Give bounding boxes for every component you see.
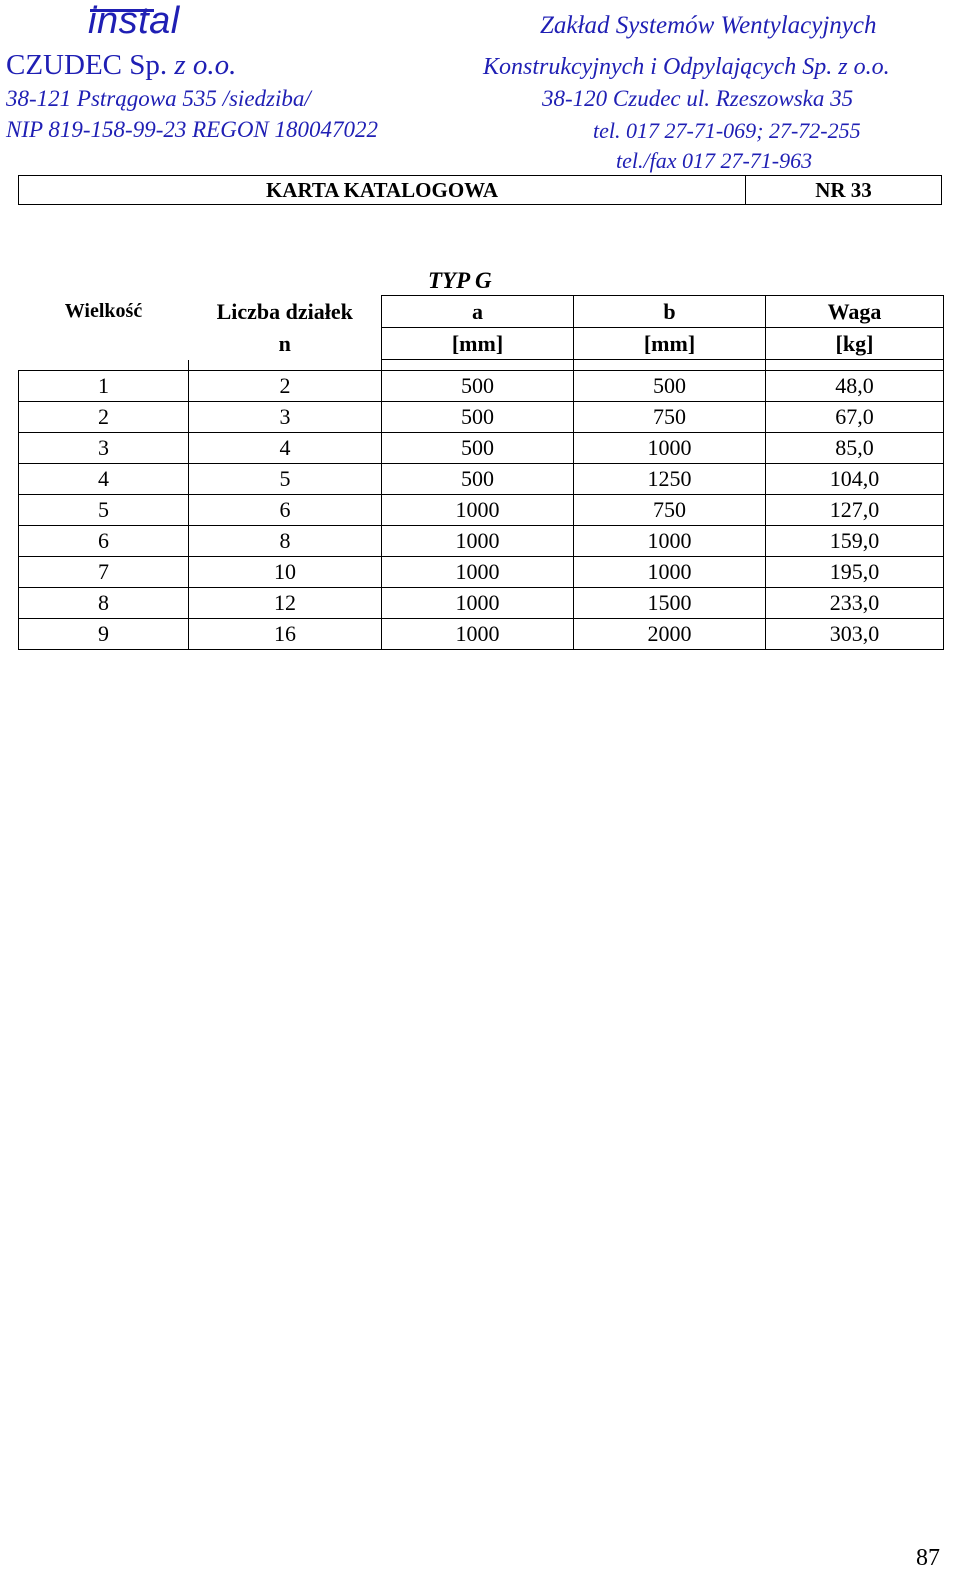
cell-b: 750 (574, 495, 766, 526)
cell-size: 3 (19, 433, 189, 464)
header-divisions: Liczba działek (189, 296, 382, 328)
catalog-bar (18, 175, 942, 205)
cell-divisions: 5 (189, 464, 382, 495)
cell-weight: 67,0 (766, 402, 944, 433)
header-gap (19, 360, 944, 371)
cell-b: 750 (574, 402, 766, 433)
cell-a: 1000 (382, 495, 574, 526)
spec-table (18, 295, 944, 650)
cell-b: 1000 (574, 433, 766, 464)
cell-a: 500 (382, 464, 574, 495)
cell-divisions: 12 (189, 588, 382, 619)
cell-a: 500 (382, 371, 574, 402)
company-name-suffix: z o.o. (174, 49, 237, 81)
cell-size: 6 (19, 526, 189, 557)
cell-size: 4 (19, 464, 189, 495)
cell-a: 500 (382, 402, 574, 433)
cell-a: 1000 (382, 526, 574, 557)
table-row (19, 464, 944, 495)
header-row-2 (19, 328, 944, 360)
cell-b: 1250 (574, 464, 766, 495)
table-row (19, 495, 944, 526)
catalog-number: NR 33 (815, 178, 872, 202)
cell-weight: 127,0 (766, 495, 944, 526)
cell-divisions: 8 (189, 526, 382, 557)
cell-divisions: 3 (189, 402, 382, 433)
header-row-1 (19, 296, 944, 328)
cell-divisions: 2 (189, 371, 382, 402)
cell-divisions: 16 (189, 619, 382, 650)
table-row (19, 619, 944, 650)
header-divisions-unit: n (189, 328, 382, 360)
cell-divisions: 6 (189, 495, 382, 526)
plant-name-line2: Konstrukcyjnych i Odpylających Sp. z o.o. (483, 54, 890, 80)
table-row (19, 433, 944, 464)
company-name (6, 49, 236, 82)
plant-phone: tel. 017 27-71-069; 27-72-255 (593, 118, 861, 143)
catalog-title: KARTA KATALOGOWA (19, 176, 746, 204)
cell-weight: 159,0 (766, 526, 944, 557)
plant-address: 38-120 Czudec ul. Rzeszowska 35 (542, 86, 854, 111)
cell-b: 1000 (574, 557, 766, 588)
header-b-unit: [mm] (574, 328, 766, 360)
cell-divisions: 4 (189, 433, 382, 464)
header-weight: Waga (766, 296, 944, 328)
cell-a: 1000 (382, 588, 574, 619)
cell-size: 8 (19, 588, 189, 619)
page-number: 87 (916, 1545, 940, 1571)
plant-fax: tel./fax 017 27-71-963 (616, 148, 813, 173)
cell-size: 7 (19, 557, 189, 588)
cell-a: 1000 (382, 557, 574, 588)
company-logo: instal (88, 0, 180, 42)
cell-b: 1000 (574, 526, 766, 557)
company-name-prefix: CZUDEC Sp. (6, 49, 168, 81)
cell-weight: 195,0 (766, 557, 944, 588)
cell-weight: 85,0 (766, 433, 944, 464)
table-row (19, 402, 944, 433)
plant-name-line1: Zakład Systemów Wentylacyjnych (540, 12, 877, 39)
cell-weight: 303,0 (766, 619, 944, 650)
cell-size: 9 (19, 619, 189, 650)
cell-weight: 233,0 (766, 588, 944, 619)
table-row (19, 557, 944, 588)
company-address: 38-121 Pstrągowa 535 /siedziba/ (6, 86, 311, 111)
header-a: a (382, 296, 574, 328)
header-a-unit: [mm] (382, 328, 574, 360)
header-size-unit (19, 328, 189, 360)
header-weight-unit: [kg] (766, 328, 944, 360)
cell-size: 1 (19, 371, 189, 402)
cell-b: 2000 (574, 619, 766, 650)
header-size: Wielkość (64, 300, 143, 322)
company-nip-regon: NIP 819-158-99-23 REGON 180047022 (6, 117, 379, 142)
type-label: TYP G (428, 268, 492, 293)
cell-b: 500 (574, 371, 766, 402)
cell-a: 500 (382, 433, 574, 464)
cell-b: 1500 (574, 588, 766, 619)
table-row (19, 371, 944, 402)
cell-a: 1000 (382, 619, 574, 650)
cell-size: 5 (19, 495, 189, 526)
cell-size: 2 (19, 402, 189, 433)
cell-weight: 48,0 (766, 371, 944, 402)
table-row (19, 526, 944, 557)
cell-divisions: 10 (189, 557, 382, 588)
table-row (19, 588, 944, 619)
cell-weight: 104,0 (766, 464, 944, 495)
header-b: b (574, 296, 766, 328)
